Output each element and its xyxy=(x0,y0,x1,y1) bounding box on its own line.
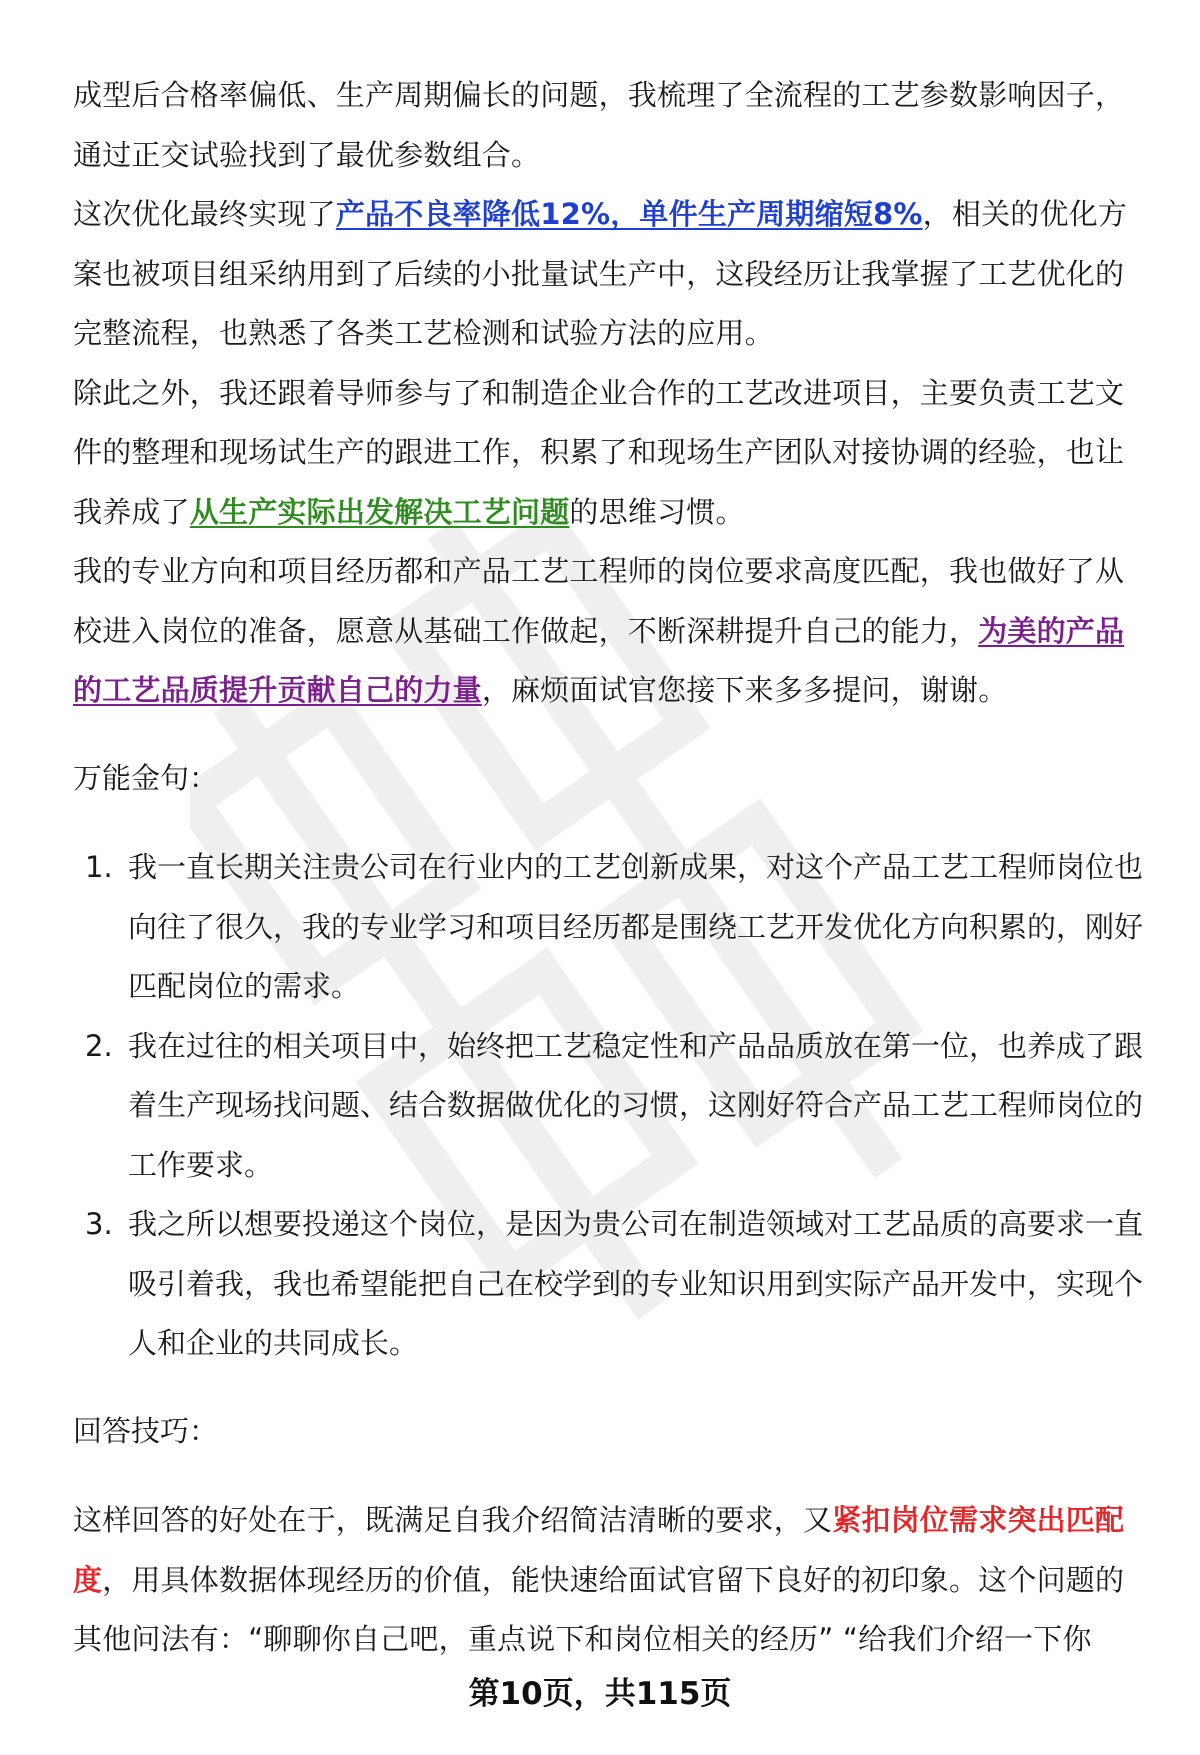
list-item-text: 我在过往的相关项目中，始终把工艺稳定性和产品品质放在第一位，也养成了跟着生产现场找问题、结合数据做优化的习惯，这刚好符合产品工艺工程师岗位的工作要求。 xyxy=(128,1028,1144,1182)
document-body xyxy=(73,66,1151,1670)
paragraph-text: 这样回答的好处在于，既满足自我介绍简洁清晰的要求，又 xyxy=(73,1503,833,1537)
highlight-result-metrics: 产品不良率降低12%，单件生产周期缩短8% xyxy=(335,197,923,231)
list-item-number: 3. xyxy=(85,1207,113,1241)
highlight-key-point: 紧扣岗位需求突出匹配度 xyxy=(73,1503,1125,1597)
paragraph-answer-tips xyxy=(73,1491,1151,1670)
paragraph-optimization-result xyxy=(73,185,1151,364)
paragraph-text: 的思维习惯。 xyxy=(569,494,745,529)
highlight-thinking-habit: 从生产实际出发解决工艺问题 xyxy=(189,494,570,529)
golden-sentences-heading: 万能金句： xyxy=(73,760,219,795)
list-item-number: 1. xyxy=(85,850,113,884)
list-item xyxy=(73,1195,1151,1374)
paragraph-text: 这次优化最终实现了 xyxy=(73,197,336,231)
paragraph-text: ，用具体数据体现经历的价值，能快速给面试官留下良好的初印象。这个问题的其他问法有：“聊聊你自己吧，重点说下和岗位相关的经历” “给我们介绍一下你 xyxy=(73,1562,1125,1656)
paragraph-text: 除此之外，我还跟着导师参与了和制造企业合作的工艺改进项目，主要负责工艺文件的整理和现场试生产的跟进工作，积累了和现场生产团队对接协调的经验，也让我养成了 xyxy=(73,375,1125,529)
paragraph-process-optimization xyxy=(73,66,1151,185)
list-item xyxy=(73,1017,1151,1196)
paragraph-position-match xyxy=(73,542,1151,721)
paragraph-mentor-project xyxy=(73,364,1151,543)
list-item-number: 2. xyxy=(85,1028,113,1063)
answer-tips-heading: 回答技巧： xyxy=(73,1413,219,1448)
paragraph-text: ，相关的优化方案也被项目组采纳用到了后续的小批量试生产中，这段经历让我掌握了工艺优化的完整流程，也熟悉了各类工艺检测和试验方法的应用。 xyxy=(73,197,1128,350)
golden-sentences-list xyxy=(73,838,1151,1374)
highlight-contribution: 为美的产品的工艺品质提升贡献自己的力量 xyxy=(73,613,1125,707)
paragraph-text: ，麻烦面试官您接下来多多提问，谢谢。 xyxy=(481,673,1008,707)
list-item-text: 我之所以想要投递这个岗位，是因为贵公司在制造领域对工艺品质的高要求一直吸引着我，我也希望能把自己在校学到的专业知识用到实际产品开发中，实现个人和企业的共同成长。 xyxy=(128,1207,1144,1360)
paragraph-text: 我的专业方向和项目经历都和产品工艺工程师的岗位要求高度匹配，我也做好了从校进入岗位的准备，愿意从基础工作做起，不断深耕提升自己的能力， xyxy=(73,554,1125,648)
paragraph-text: 成型后合格率偏低、生产周期偏长的问题，我梳理了全流程的工艺参数影响因子，通过正交试验找到了最优参数组合。 xyxy=(73,78,1125,172)
page-number: 第10页，共115页 xyxy=(468,1676,732,1712)
list-item-text: 我一直长期关注贵公司在行业内的工艺创新成果，对这个产品工艺工程师岗位也向往了很久，我的专业学习和项目经历都是围绕工艺开发优化方向积累的，刚好匹配岗位的需求。 xyxy=(128,850,1144,1003)
list-item xyxy=(73,838,1151,1017)
